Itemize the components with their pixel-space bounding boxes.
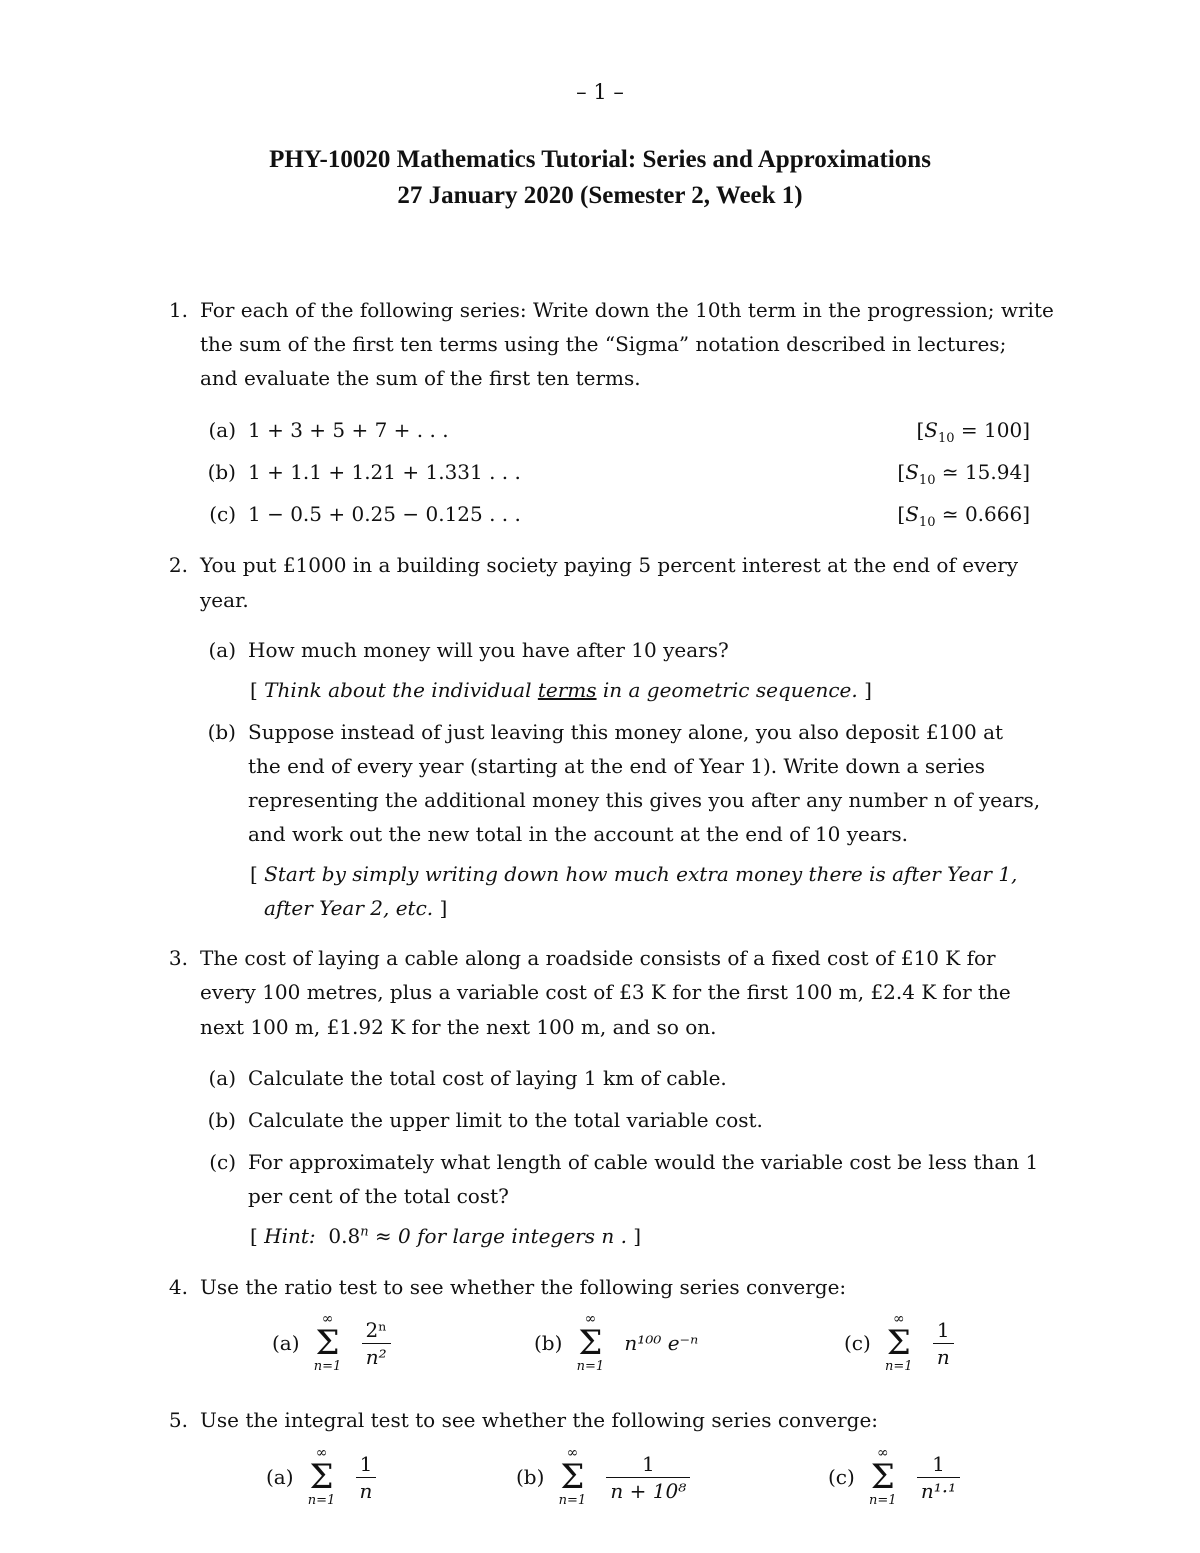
series-item xyxy=(828,1446,960,1508)
fraction: $\frac{1}{\text{n¹·¹}}$ xyxy=(917,1451,960,1504)
series-expression: 1 − 0.5 + 0.25 − 0.125 . . . xyxy=(248,502,521,526)
fraction: $\frac{1}{n}$ xyxy=(933,1317,954,1370)
hint: after Year 2, etc. ] xyxy=(264,896,448,920)
series-item xyxy=(266,1446,376,1508)
question-text: Use the integral test to see whether the following series converge: xyxy=(200,1408,879,1432)
question-text: For each of the following series: Write down the 10th term in the progression; write xyxy=(200,298,1054,322)
hint: [ Hint: $0.8^n \approx 0$ for large integers n . ] xyxy=(250,1224,642,1248)
page-number: – 1 – xyxy=(576,80,624,104)
part-label: (c) xyxy=(209,502,236,526)
series-item xyxy=(534,1312,698,1374)
question-text: Use the ratio test to see whether the following series converge: xyxy=(200,1275,847,1299)
hint: [ Start by simply writing down how much extra money there is after Year 1, xyxy=(250,862,1018,886)
part-label: (b) xyxy=(207,460,236,484)
series-expression: 1 + 3 + 5 + 7 + . . . xyxy=(248,418,449,442)
question-number: 3. xyxy=(168,946,188,970)
part-text: How much money will you have after 10 years? xyxy=(248,638,729,662)
series-item xyxy=(844,1312,954,1374)
question-number: 2. xyxy=(168,553,188,577)
part-text: Calculate the total cost of laying 1 km of cable. xyxy=(248,1066,727,1090)
part-text: representing the additional money this gives you after any number n of years, xyxy=(248,788,1041,812)
part-label: (c) xyxy=(844,1331,871,1355)
sigma-sum: ∞ Σ n=1 xyxy=(558,1445,587,1508)
sigma-sum: ∞ Σ n=1 xyxy=(313,1311,342,1374)
sigma-sum: ∞ Σ n=1 xyxy=(885,1311,913,1374)
fraction: $\frac{1}{\text{n + 10⁸}}$ xyxy=(606,1451,690,1504)
part-label: (a) xyxy=(266,1465,294,1489)
part-label: (b) xyxy=(534,1331,563,1355)
sigma-sum: ∞ Σ n=1 xyxy=(307,1445,336,1508)
fraction: $\frac{1}{n}$ xyxy=(356,1451,377,1504)
part-label: (b) xyxy=(516,1465,545,1489)
answer: [$S_{10}$ ≃ 0.666] xyxy=(897,502,1030,530)
question-number: 5. xyxy=(168,1408,188,1432)
part-label: (a) xyxy=(208,1066,236,1090)
part-text: Suppose instead of just leaving this money alone, you also deposit £100 at xyxy=(248,720,1004,744)
question-text: The cost of laying a cable along a roadside consists of a fixed cost of £10 K for xyxy=(200,946,996,970)
part-label: (c) xyxy=(828,1465,855,1489)
part-text: For approximately what length of cable would the variable cost be less than 1 xyxy=(248,1150,1039,1174)
series-item xyxy=(516,1446,690,1508)
part-label: (a) xyxy=(208,638,236,662)
question-number: 4. xyxy=(168,1275,188,1299)
fraction: $\frac{\text{2ⁿ}}{\text{n²}}$ xyxy=(362,1317,391,1370)
sigma-sum: ∞ Σ n=1 xyxy=(576,1311,605,1374)
sigma-sum: ∞ Σ n=1 xyxy=(869,1445,897,1508)
part-label: (a) xyxy=(272,1331,300,1355)
term: n¹⁰⁰ e⁻ⁿ xyxy=(624,1331,699,1355)
question-text: and evaluate the sum of the first ten terms. xyxy=(200,366,641,390)
part-text: the end of every year (starting at the end of Year 1). Write down a series xyxy=(248,754,985,778)
question-text: year. xyxy=(200,588,249,612)
question-text: the sum of the first ten terms using the “Sigma” notation described in lectures; xyxy=(200,332,1007,356)
answer: $[S_{10} = 100]$ xyxy=(916,418,1030,446)
question-text: every 100 metres, plus a variable cost of £3 K for the first 100 m, £2.4 K for the xyxy=(200,980,1011,1004)
question-text: You put £1000 in a building society paying 5 percent interest at the end of every xyxy=(200,553,1019,577)
part-text: per cent of the total cost? xyxy=(248,1184,509,1208)
part-text: and work out the new total in the account at the end of 10 years. xyxy=(248,822,908,846)
part-label: (b) xyxy=(207,1108,236,1132)
series-expression: 1 + 1.1 + 1.21 + 1.331 . . . xyxy=(248,460,521,484)
part-label: (a) xyxy=(208,418,236,442)
hint: [ Think about the individual terms in a geometric sequence. ] xyxy=(250,678,872,702)
part-label: (c) xyxy=(209,1150,236,1174)
part-label: (b) xyxy=(207,720,236,744)
page-subtitle: 27 January 2020 (Semester 2, Week 1) xyxy=(397,182,803,209)
question-text: next 100 m, £1.92 K for the next 100 m, and so on. xyxy=(200,1015,717,1039)
answer: [$S_{10}$ ≃ 15.94] xyxy=(897,460,1030,488)
question-number: 1. xyxy=(168,298,188,322)
page-title: PHY-10020 Mathematics Tutorial: Series and Approximations xyxy=(269,146,931,173)
part-text: Calculate the upper limit to the total variable cost. xyxy=(248,1108,763,1132)
series-item xyxy=(272,1312,391,1374)
